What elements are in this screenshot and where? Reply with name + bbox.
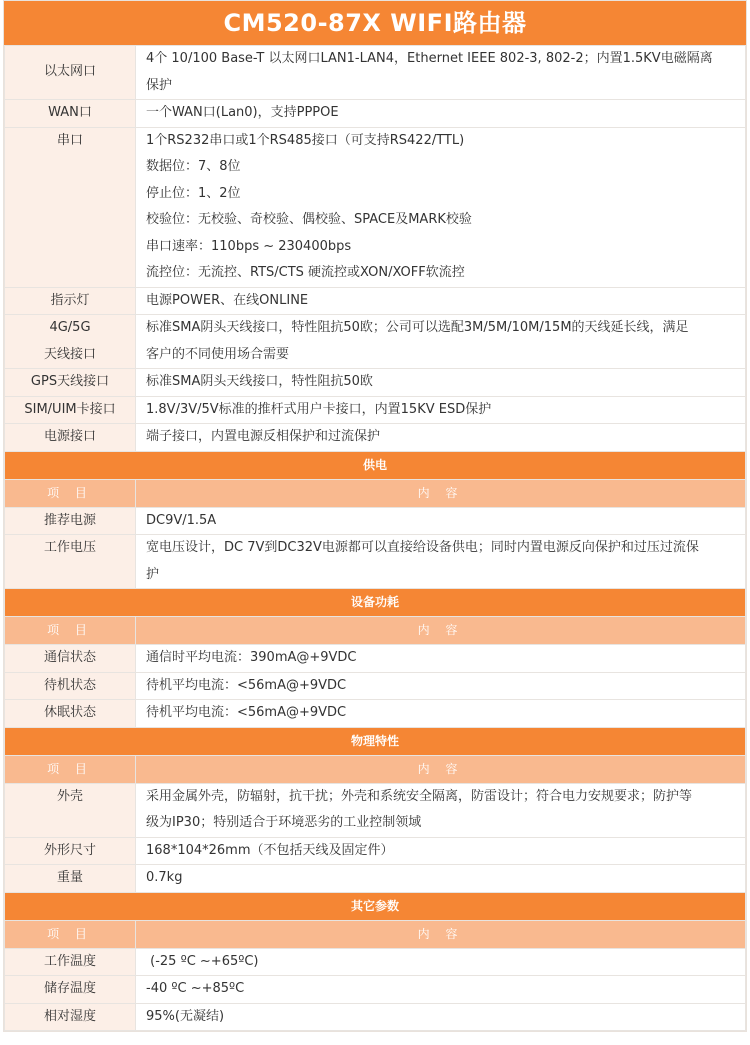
row-label: 相对湿度 <box>5 1003 136 1031</box>
table-row <box>5 46 746 100</box>
row-value: 4个 10/100 Base-T 以太网口LAN1-LAN4，Ethernet IEEE 802-3, 802-2；内置1.5KV电磁隔离 保护 <box>136 46 746 100</box>
row-label: 储存温度 <box>5 976 136 1004</box>
row-value: (-25 ºC ~+65ºC) <box>136 948 746 976</box>
row-value: 电源POWER、在线ONLINE <box>136 287 746 315</box>
row-value: 宽电压设计，DC 7V到DC32V电源都可以直接给设备供电；同时内置电源反向保护和过压过流保 护 <box>136 535 746 589</box>
table-row <box>5 369 746 397</box>
table-row <box>5 948 746 976</box>
row-label: 外形尺寸 <box>5 837 136 865</box>
table-row <box>5 127 746 287</box>
column-header-item: 项 目 <box>5 617 136 645</box>
column-header-item: 项 目 <box>5 479 136 507</box>
row-label: 串口 <box>5 127 136 287</box>
table-row <box>5 645 746 673</box>
row-label: 重量 <box>5 865 136 893</box>
table-row <box>5 700 746 728</box>
row-label: 4G/5G 天线接口 <box>5 315 136 369</box>
row-value: -40 ºC ~+85ºC <box>136 976 746 1004</box>
row-value: 待机平均电流：<56mA@+9VDC <box>136 700 746 728</box>
row-value: 1.8V/3V/5V标准的推杆式用户卡接口，内置15KV ESD保护 <box>136 396 746 424</box>
column-header-row <box>5 755 746 783</box>
section-header-consumption: 设备功耗 <box>5 589 746 617</box>
row-value: 1个RS232串口或1个RS485接口（可支持RS422/TTL) 数据位：7、8位 停止位：1、2位 校验位：无校验、奇校验、偶校验、SPACE及MARK校验 串口速率：110bps ~ 230400bps 流控位：无流控、RTS/CTS 硬流控或XON/XOFF软流控 <box>136 127 746 287</box>
row-value: 标准SMA阴头天线接口，特性阻抗50欧 <box>136 369 746 397</box>
row-label: 指示灯 <box>5 287 136 315</box>
row-value: 标准SMA阴头天线接口，特性阻抗50欧；公司可以选配3M/5M/10M/15M的天线延长线，满足 客户的不同使用场合需要 <box>136 315 746 369</box>
column-header-item: 项 目 <box>5 755 136 783</box>
row-label: 外壳 <box>5 783 136 837</box>
row-label: 推荐电源 <box>5 507 136 535</box>
row-value: 采用金属外壳，防辐射，抗干扰；外壳和系统安全隔离，防雷设计；符合电力安规要求；防护等 级为IP30；特别适合于环境恶劣的工业控制领域 <box>136 783 746 837</box>
row-value: 端子接口，内置电源反相保护和过流保护 <box>136 424 746 452</box>
row-value: 待机平均电流：<56mA@+9VDC <box>136 672 746 700</box>
column-header-row <box>5 479 746 507</box>
row-label: 休眠状态 <box>5 700 136 728</box>
spec-table <box>4 45 746 1031</box>
row-label: 待机状态 <box>5 672 136 700</box>
table-row <box>5 287 746 315</box>
column-header-content: 内 容 <box>136 617 746 645</box>
row-value: 通信时平均电流：390mA@+9VDC <box>136 645 746 673</box>
row-value: 0.7kg <box>136 865 746 893</box>
row-label: 电源接口 <box>5 424 136 452</box>
table-row <box>5 865 746 893</box>
row-label: 工作电压 <box>5 535 136 589</box>
table-row <box>5 100 746 128</box>
row-label: GPS天线接口 <box>5 369 136 397</box>
section-header-power: 供电 <box>5 451 746 479</box>
table-row <box>5 507 746 535</box>
row-label: 以太网口 <box>5 46 136 100</box>
column-header-row <box>5 920 746 948</box>
column-header-item: 项 目 <box>5 920 136 948</box>
table-row <box>5 976 746 1004</box>
row-value: 168*104*26mm（不包括天线及固定件） <box>136 837 746 865</box>
row-label: 通信状态 <box>5 645 136 673</box>
table-row <box>5 837 746 865</box>
row-value: 一个WAN口(Lan0)，支持PPPOE <box>136 100 746 128</box>
section-header-other: 其它参数 <box>5 892 746 920</box>
column-header-content: 内 容 <box>136 479 746 507</box>
row-label: WAN口 <box>5 100 136 128</box>
table-row <box>5 672 746 700</box>
spec-sheet <box>3 0 747 1032</box>
page-title: CM520-87X WIFI路由器 <box>4 1 746 45</box>
column-header-content: 内 容 <box>136 920 746 948</box>
column-header-row <box>5 617 746 645</box>
row-label: SIM/UIM卡接口 <box>5 396 136 424</box>
row-label: 工作温度 <box>5 948 136 976</box>
row-value: DC9V/1.5A <box>136 507 746 535</box>
column-header-content: 内 容 <box>136 755 746 783</box>
row-value: 95%(无凝结) <box>136 1003 746 1031</box>
table-row <box>5 535 746 589</box>
table-row <box>5 424 746 452</box>
table-row <box>5 1003 746 1031</box>
section-header-physical: 物理特性 <box>5 727 746 755</box>
table-row <box>5 396 746 424</box>
table-row <box>5 783 746 837</box>
table-row <box>5 315 746 369</box>
